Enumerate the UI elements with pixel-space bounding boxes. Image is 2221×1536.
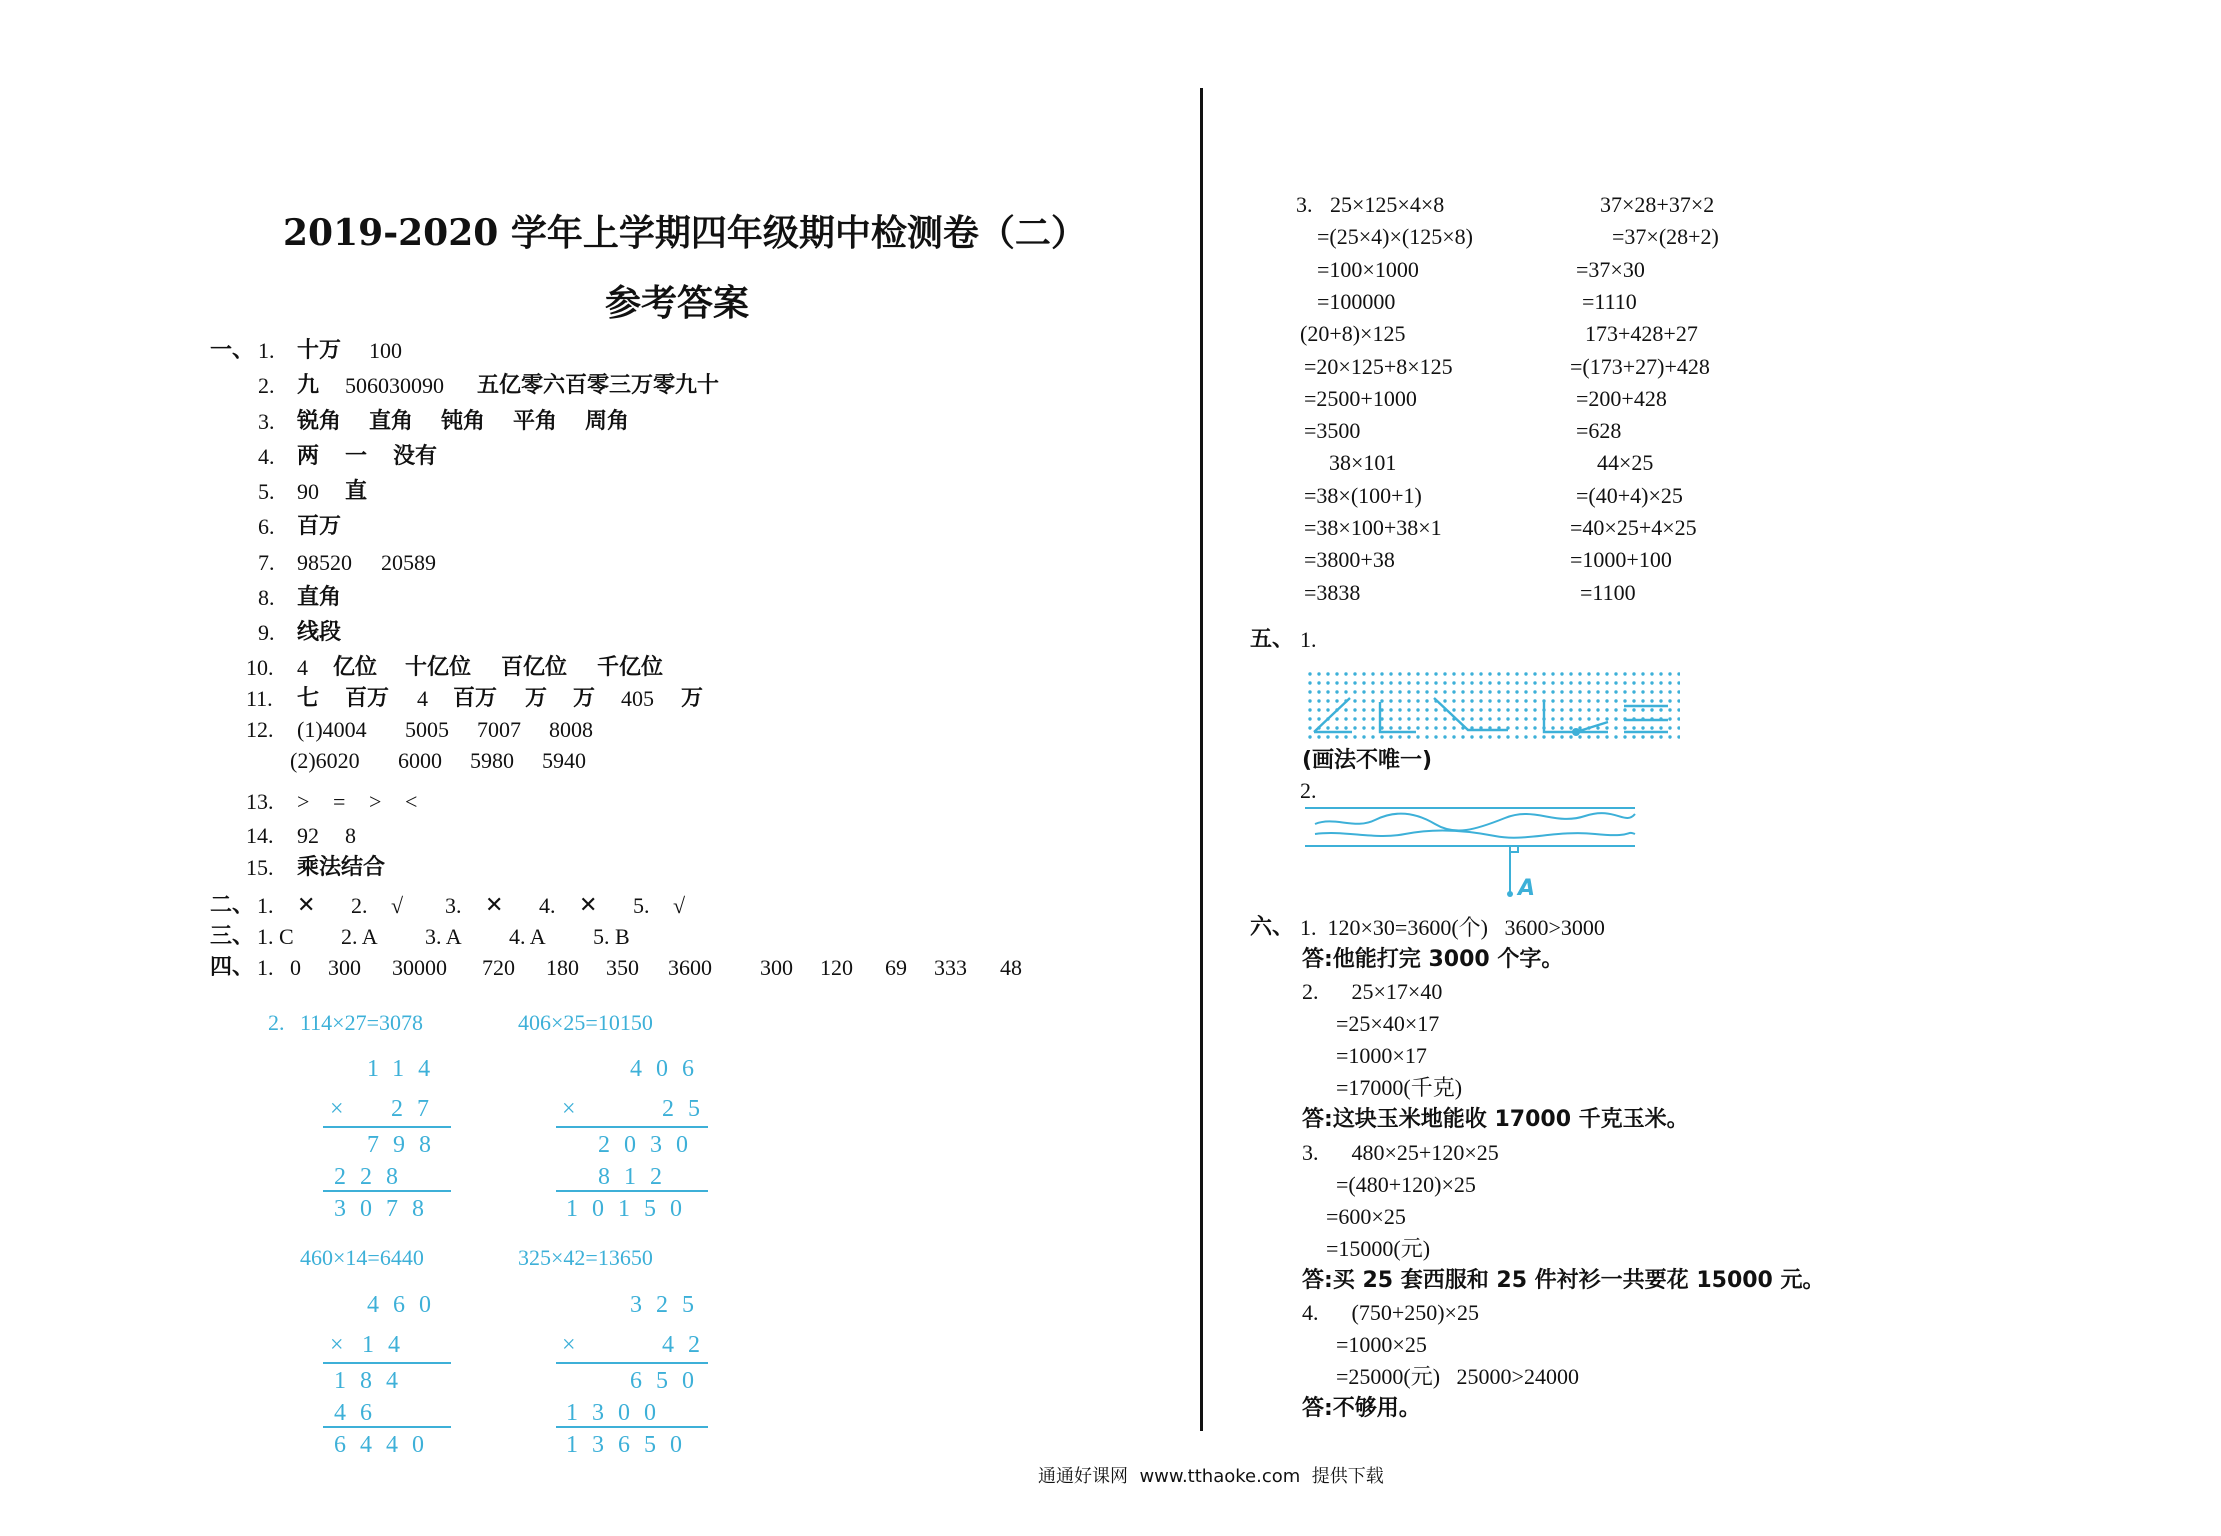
part2-item: 1. xyxy=(257,893,274,918)
part1-answer: 6000 xyxy=(398,748,442,773)
mult3-rule-2 xyxy=(323,1426,451,1428)
part1-answer: 千亿位 xyxy=(597,655,664,680)
part4-q3-number: 3. xyxy=(1296,192,1313,217)
part3-item: 5. B xyxy=(593,924,630,949)
part2-item: 4. xyxy=(539,893,556,918)
part5-q1-number: 1. xyxy=(1300,627,1317,652)
part1-answer: 平角 xyxy=(513,409,558,434)
part1-answer: 506030090 xyxy=(345,373,444,398)
part4-q1-value: 720 xyxy=(482,955,515,980)
page-subtitle: 参考答案 xyxy=(605,282,750,324)
equation-3: 460×14=6440 xyxy=(300,1245,424,1270)
part4-q1-value: 300 xyxy=(760,955,793,980)
mult4-partial-2: 1300 xyxy=(566,1400,670,1426)
q3-right-line: =37×(28+2) xyxy=(1612,224,1719,250)
q3-right-line: 173+428+27 xyxy=(1585,321,1698,347)
mult4-multiplicand: 325 xyxy=(630,1292,708,1318)
mult1-multiplier: 27 xyxy=(391,1096,443,1122)
mult3-multiplicand: 460 xyxy=(367,1292,445,1318)
mult1-operator: × xyxy=(330,1096,358,1122)
part5-label: 五、 xyxy=(1250,627,1295,652)
part1-item-number: 1. xyxy=(258,338,275,363)
part1-item-number: 14. xyxy=(246,823,274,848)
part4-q1-value: 48 xyxy=(1000,955,1022,980)
part1-answer: 百万 xyxy=(453,686,498,711)
part1-answer: 万 xyxy=(573,686,596,711)
part1-answer: 92 xyxy=(297,823,319,848)
part1-answer: 十亿位 xyxy=(405,655,472,680)
part1-item-number: 8. xyxy=(258,585,275,610)
part1-answer: = xyxy=(333,789,346,814)
part3-label: 三、 xyxy=(210,924,255,949)
part1-answer: 4 xyxy=(297,655,308,680)
q3-right-line: =40×25+4×25 xyxy=(1570,515,1697,540)
part4-q1-value: 30000 xyxy=(392,955,447,980)
part4-q1-value: 333 xyxy=(934,955,967,980)
q3-right-line: 44×25 xyxy=(1597,450,1654,476)
q3-left-line: =3800+38 xyxy=(1304,547,1395,573)
part4-q1-value: 69 xyxy=(885,955,907,980)
q3-right-line: =1000+100 xyxy=(1570,547,1672,573)
q3-left-line: 38×101 xyxy=(1329,450,1397,476)
part1-answer: 20589 xyxy=(381,550,436,575)
part4-q1-value: 350 xyxy=(606,955,639,980)
part6-work-line: 4. (750+250)×25 xyxy=(1302,1300,1479,1325)
part1-item-number: 5. xyxy=(258,479,275,504)
part6-work-line: =25000(元) 25000>24000 xyxy=(1336,1364,1579,1389)
part1-answer: 九 xyxy=(297,373,320,398)
mult2-operator: × xyxy=(562,1096,590,1122)
q3-right-line: =(40+4)×25 xyxy=(1576,482,1683,508)
part2-item: ✕ xyxy=(579,893,598,918)
q3-right-line: =1100 xyxy=(1580,579,1636,605)
q3-left-line: =3500 xyxy=(1304,418,1361,444)
equation-4: 325×42=13650 xyxy=(518,1245,653,1270)
part1-answer: 4 xyxy=(417,686,428,711)
part5-q2-number: 2. xyxy=(1300,778,1317,803)
part1-answer: 8008 xyxy=(549,717,593,742)
mult3-partial-2: 46 xyxy=(334,1400,386,1426)
mult4-multiplier: 42 xyxy=(662,1332,714,1358)
part6-answer-line: 答:这块玉米地能收 17000 千克玉米。 xyxy=(1302,1107,1689,1132)
q3-right-line: =628 xyxy=(1576,418,1622,444)
mult4-rule-1 xyxy=(556,1362,708,1364)
q3-left-line: =20×125+8×125 xyxy=(1304,353,1453,379)
part1-answer: 100 xyxy=(369,338,402,363)
page-title: 2019-2020 学年上学期四年级期中检测卷（二） xyxy=(283,212,1087,254)
part1-answer: 直 xyxy=(345,479,368,504)
part4-q1-value: 3600 xyxy=(668,955,712,980)
part1-item-number: 13. xyxy=(246,789,274,814)
mult1-rule-1 xyxy=(323,1126,451,1128)
part2-item: √ xyxy=(391,893,404,918)
part6-answer-line: 答:他能打完 3000 个字。 xyxy=(1302,947,1564,972)
q3-right-line: =37×30 xyxy=(1576,256,1645,282)
part1-answer: 5940 xyxy=(542,748,586,773)
mult1-partial-1: 798 xyxy=(367,1132,445,1158)
column-divider xyxy=(1200,88,1203,1431)
mult3-partial-1: 184 xyxy=(334,1368,412,1394)
part1-answer: > xyxy=(369,789,382,814)
part2-item: 3. xyxy=(445,893,462,918)
equation-1: 114×27=3078 xyxy=(300,1010,423,1035)
part1-answer: 一 xyxy=(345,444,368,469)
mult2-multiplier: 25 xyxy=(662,1096,714,1122)
mult4-result: 13650 xyxy=(566,1432,696,1458)
part1-label: 一、 xyxy=(210,338,255,363)
part1-answer: 直角 xyxy=(369,409,414,434)
part1-answer: 5005 xyxy=(405,717,449,742)
part1-answer: 钝角 xyxy=(441,409,486,434)
mult3-rule-1 xyxy=(323,1362,451,1364)
part1-answer: 线段 xyxy=(297,620,342,645)
q3-left-line: =2500+1000 xyxy=(1304,385,1417,411)
mult1-partial-2: 228 xyxy=(334,1164,412,1190)
mult4-operator: × xyxy=(562,1332,590,1358)
part1-answer: 90 xyxy=(297,479,319,504)
part6-work-line: 3. 480×25+120×25 xyxy=(1302,1140,1499,1165)
part4-q2-number: 2. xyxy=(268,1010,285,1035)
q3-right-line: =1110 xyxy=(1582,288,1637,314)
mult3-multiplier: 14 xyxy=(362,1332,414,1358)
q3-right-line: 37×28+37×2 xyxy=(1600,192,1715,217)
equation-2: 406×25=10150 xyxy=(518,1010,653,1035)
part1-item-number: 11. xyxy=(246,686,273,711)
part1-answer: 405 xyxy=(621,686,654,711)
part1-item-number: 6. xyxy=(258,514,275,539)
part3-item: 1. C xyxy=(257,924,294,949)
q3-left-line: 25×125×4×8 xyxy=(1330,192,1445,217)
mult2-result: 10150 xyxy=(566,1196,696,1222)
part1-item-number: 7. xyxy=(258,550,275,575)
part1-answer: 没有 xyxy=(393,444,438,469)
part1-item-number: 2. xyxy=(258,373,275,398)
part1-answer: 乘法结合 xyxy=(297,855,386,880)
mult3-result: 6440 xyxy=(334,1432,438,1458)
part6-work-line: =1000×25 xyxy=(1336,1332,1427,1357)
mult2-rule-1 xyxy=(556,1126,708,1128)
part1-item-number: 9. xyxy=(258,620,275,645)
part1-answer: 百万 xyxy=(297,514,342,539)
part6-work-line: =1000×17 xyxy=(1336,1043,1427,1068)
part4-q1-number: 1. xyxy=(257,955,274,980)
part1-item-number: 3. xyxy=(258,409,275,434)
part3-item: 2. A xyxy=(341,924,378,949)
q3-left-line: =100000 xyxy=(1317,288,1396,314)
part6-label: 六、 xyxy=(1250,915,1295,940)
part1-answer: (2)6020 xyxy=(290,748,360,773)
part6-work-line: =25×40×17 xyxy=(1336,1011,1440,1036)
q3-left-line: =38×(100+1) xyxy=(1304,482,1422,508)
part1-answer: 七 xyxy=(297,686,320,711)
footer-credit: 通通好课网 www.tthaoke.com 提供下载 xyxy=(1038,1466,1384,1487)
part2-item: ✕ xyxy=(485,893,504,918)
part6-work-line: 1. 120×30=3600(个) 3600>3000 xyxy=(1300,915,1605,940)
q3-left-line: =38×100+38×1 xyxy=(1304,515,1442,540)
part1-answer: 万 xyxy=(525,686,548,711)
mult4-rule-2 xyxy=(556,1426,708,1428)
part1-item-number: 10. xyxy=(246,655,274,680)
part1-answer: 万 xyxy=(681,686,704,711)
part1-item-number: 15. xyxy=(246,855,274,880)
part1-answer: 亿位 xyxy=(333,655,378,680)
part2-item: ✕ xyxy=(297,893,316,918)
part2-label: 二、 xyxy=(210,893,255,918)
q3-left-line: =3838 xyxy=(1304,579,1361,605)
part1-answer: 百万 xyxy=(345,686,390,711)
part6-work-line: =600×25 xyxy=(1326,1204,1406,1229)
mult3-operator: × xyxy=(330,1332,358,1358)
part2-item: 5. xyxy=(633,893,650,918)
part3-item: 3. A xyxy=(425,924,462,949)
dot-grid-figure xyxy=(1308,672,1680,744)
part3-item: 4. A xyxy=(509,924,546,949)
part1-answer: 98520 xyxy=(297,550,352,575)
part1-answer: 十万 xyxy=(297,338,342,363)
part6-answer-line: 答:不够用。 xyxy=(1302,1396,1421,1421)
part1-answer: 百亿位 xyxy=(501,655,568,680)
mult2-multiplicand: 406 xyxy=(630,1056,708,1082)
part4-label: 四、 xyxy=(210,955,255,980)
part2-item: 2. xyxy=(351,893,368,918)
part1-answer: 7007 xyxy=(477,717,521,742)
part1-item-number: 12. xyxy=(246,717,274,742)
part4-q1-value: 120 xyxy=(820,955,853,980)
part1-answer: < xyxy=(405,789,418,814)
q3-left-line: =100×1000 xyxy=(1317,256,1419,282)
part4-q1-value: 0 xyxy=(290,955,301,980)
part1-answer: 直角 xyxy=(297,585,342,610)
q3-left-line: (20+8)×125 xyxy=(1300,321,1406,347)
part5-note: (画法不唯一) xyxy=(1302,748,1433,773)
part1-answer: > xyxy=(297,789,310,814)
part6-answer-line: 答:买 25 套西服和 25 件衬衫一共要花 15000 元。 xyxy=(1302,1268,1825,1293)
part1-answer: 5980 xyxy=(470,748,514,773)
part6-work-line: =15000(元) xyxy=(1326,1236,1431,1261)
part1-answer: (1)4004 xyxy=(297,717,367,742)
part1-answer: 两 xyxy=(297,444,320,469)
part6-work-line: 2. 25×17×40 xyxy=(1302,979,1443,1004)
point-a-label: A xyxy=(1518,876,1536,901)
part1-answer: 锐角 xyxy=(297,409,342,434)
part1-answer: 五亿零六百零三万零九十 xyxy=(477,373,720,398)
part1-item-number: 4. xyxy=(258,444,275,469)
mult4-partial-1: 650 xyxy=(630,1368,708,1394)
river-figure xyxy=(1305,800,1645,910)
q3-right-line: =200+428 xyxy=(1576,385,1667,411)
part4-q1-value: 180 xyxy=(546,955,579,980)
part6-work-line: =(480+120)×25 xyxy=(1336,1172,1476,1197)
mult2-rule-2 xyxy=(556,1190,708,1192)
mult1-rule-2 xyxy=(323,1190,451,1192)
part4-q1-value: 300 xyxy=(328,955,361,980)
mult1-result: 3078 xyxy=(334,1196,438,1222)
q3-left-line: =(25×4)×(125×8) xyxy=(1317,224,1473,250)
q3-right-line: =(173+27)+428 xyxy=(1570,353,1710,379)
mult2-partial-1: 2030 xyxy=(598,1132,702,1158)
part1-answer: 8 xyxy=(345,823,356,848)
part6-work-line: =17000(千克) xyxy=(1336,1075,1463,1100)
part1-answer: 周角 xyxy=(585,409,630,434)
mult2-partial-2: 812 xyxy=(598,1164,676,1190)
part2-item: √ xyxy=(673,893,686,918)
mult1-multiplicand: 114 xyxy=(367,1056,445,1082)
